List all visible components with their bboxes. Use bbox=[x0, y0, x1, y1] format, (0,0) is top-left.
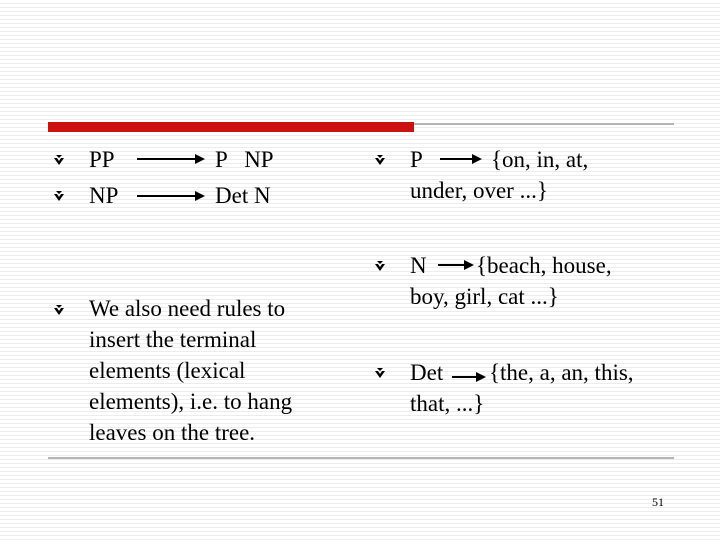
note-paragraph bbox=[89, 293, 292, 448]
lex-n-line2: boy, girl, cat ...} bbox=[410, 284, 559, 309]
diamond-bullet-icon bbox=[53, 154, 65, 166]
right-arrow-icon bbox=[452, 370, 486, 384]
lex-n-rhs: {beach, house, bbox=[476, 253, 612, 278]
right-arrow-icon bbox=[440, 152, 482, 166]
right-arrow-icon bbox=[438, 258, 474, 272]
rule-pp-lhs: PP bbox=[89, 147, 115, 172]
bottom-rule bbox=[48, 457, 674, 459]
right-arrow-icon bbox=[137, 152, 205, 166]
diamond-bullet-icon bbox=[53, 304, 65, 316]
diamond-bullet-icon bbox=[374, 260, 386, 272]
diamond-bullet-icon bbox=[53, 190, 65, 202]
lex-p-rhs: {on, in, at, bbox=[491, 147, 589, 172]
diamond-bullet-icon bbox=[374, 367, 386, 379]
lex-p-line2: under, over ...} bbox=[410, 178, 548, 203]
lex-det-line2: that, ...} bbox=[410, 391, 485, 416]
note-line: insert the terminal bbox=[89, 327, 257, 352]
lex-det-rhs: {the, a, an, this, bbox=[489, 360, 634, 385]
note-line: leaves on the tree. bbox=[89, 420, 256, 445]
note-line: elements (lexical bbox=[89, 358, 246, 383]
note-line: elements), i.e. to hang bbox=[89, 389, 293, 414]
right-arrow-icon bbox=[137, 189, 205, 203]
diamond-bullet-icon bbox=[374, 154, 386, 166]
lex-det-lhs: Det bbox=[410, 360, 444, 385]
lex-n-lhs: N bbox=[410, 253, 427, 278]
rule-pp-rhs: P NP bbox=[215, 147, 274, 172]
rule-np-rhs: Det N bbox=[215, 183, 271, 208]
top-rule-accent bbox=[48, 122, 414, 132]
page-number: 51 bbox=[652, 495, 664, 509]
rule-np-lhs: NP bbox=[89, 183, 119, 208]
note-line: We also need rules to bbox=[89, 296, 286, 321]
lex-p-lhs: P bbox=[410, 147, 423, 172]
